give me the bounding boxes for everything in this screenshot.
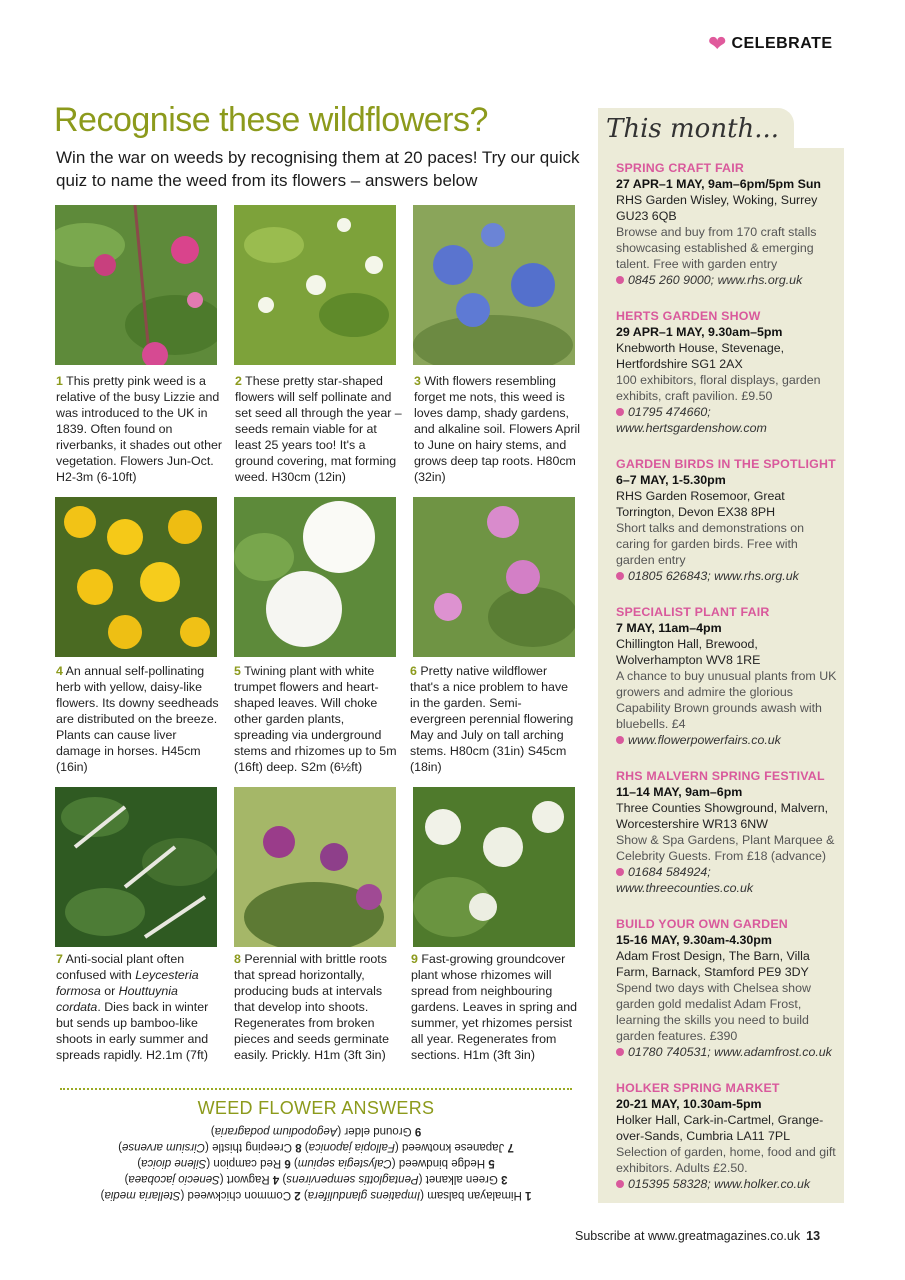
sidebar-heading: This month... [606, 114, 780, 144]
bullet-icon [616, 1048, 624, 1056]
caption-5: 5 Twining plant with white trumpet flowers and heart-shaped leaves. Will choke other garden plants, spreading via underground stems and rhizomes up to 5m (16ft) deep. S2m (6½ft) [234, 664, 397, 774]
caption-9: 9 Fast-growing groundcover plant whose rhizomes will spread from neighbouring gardens. Leaves in spring and summer, yet rhizomes persist all year. Regenerates from sections. H1m (3ft 3in) [411, 952, 578, 1062]
event-date: 29 APR–1 MAY, 9.30am–5pm [616, 325, 783, 339]
answer-line: 1 Himalayan balsam (Impatiens glandulifera) 2 Common chickweed (Stellaria media) [100, 1189, 532, 1201]
event-description: Show & Spa Gardens, Plant Marquee & Celebrity Guests. From £18 (advance) [616, 833, 835, 863]
event-date: 6–7 MAY, 1-5.30pm [616, 473, 726, 487]
caption-6: 6 Pretty native wildflower that's a nice problem to have in the garden. Semi-evergreen perennial flowering May and July on tall arching stems. H80cm (31in) S45cm (18in) [410, 664, 574, 774]
event-name: SPRING CRAFT FAIR [616, 161, 744, 175]
page-number: 13 [806, 1229, 821, 1243]
event-name: SPECIALIST PLANT FAIR [616, 605, 770, 619]
bullet-icon [616, 276, 624, 284]
caption-1: 1 This pretty pink weed is a relative of the busy Lizzie and was introduced to the UK in 1839. Often found on riverbanks, it shades out other vegetation. Flowers Jun-Oct. H2-3m (6-10ft) [56, 374, 222, 484]
answer-line: 5 Hedge bindweed (Calystegia sepium) 6 Red campion (Silene dioica) [137, 1157, 495, 1169]
event-description: Spend two days with Chelsea show garden gold medalist Adam Frost, learning the skills you need to build garden features. £390 [616, 981, 811, 1043]
photo-hedge-bindweed [234, 497, 396, 657]
event-contact[interactable]: 015395 58328; www.holker.co.uk [616, 1176, 838, 1192]
article-intro: Win the war on weeds by recognising them at 20 paces! Try our quick quiz to name the weed from its flowers – answers below [56, 148, 580, 190]
event-name: BUILD YOUR OWN GARDEN [616, 917, 788, 931]
event-contact[interactable]: 01780 740531; www.adamfrost.co.uk [616, 1044, 838, 1060]
event-location: Adam Frost Design, The Barn, Villa Farm, Barnack, Stamford PE9 3DY [616, 949, 810, 979]
event-description: Short talks and demonstrations on caring for garden birds. Free with garden entry [616, 521, 805, 567]
answer-line: 3 Green alkanet (Pentaglottis sempervirens) 4 Ragwort (Senecio jacobaea) [124, 1173, 508, 1185]
event-location: RHS Garden Rosemoor, Great Torrington, Devon EX38 8PH [616, 489, 785, 519]
event-list [616, 160, 838, 1212]
answer-line: 7 Japanese knotweed (Fallopia japonica) 8 Creeping thistle (Cirsium arvense) [118, 1141, 514, 1153]
event-item [616, 916, 838, 1060]
caption-3: 3 With flowers resembling forget me nots, this weed is loves damp, shady gardens, and alkaline soil. Flowers April to June on hairy stems, and grows deep tap roots. H80cm (32in) [414, 374, 580, 484]
photo-ground-elder [413, 787, 575, 947]
event-description: Selection of garden, home, food and gift exhibitors. Adults £2.50. [616, 1145, 836, 1175]
bullet-icon [616, 408, 624, 416]
article-title: Recognise these wildflowers? [54, 101, 488, 139]
event-contact[interactable]: 01795 474660; www.hertsgardenshow.com [616, 405, 767, 435]
subscribe-link[interactable]: Subscribe at www.greatmagazines.co.uk [575, 1229, 801, 1243]
event-item [616, 160, 838, 288]
event-name: HERTS GARDEN SHOW [616, 309, 761, 323]
heart-icon: ❤ [708, 31, 727, 56]
photo-ragwort [55, 497, 217, 657]
event-contact[interactable]: 0845 260 9000; www.rhs.org.uk [616, 272, 838, 288]
bullet-icon [616, 736, 624, 744]
caption-2: 2 These pretty star-shaped flowers will self pollinate and set seed all through the year – seeds remain viable for at least 25 years too! It's a ground covering, mat forming weed. H30cm (12in) [235, 374, 402, 484]
caption-4: 4 An annual self-pollinating herb with yellow, daisy-like flowers. Its downy seedheads are distributed on the breeze. Plants can cause liver damage in horses. H45cm (16in) [56, 664, 219, 774]
event-item [616, 768, 838, 896]
event-location: Knebworth House, Stevenage, Hertfordshire SG1 2AX [616, 341, 785, 371]
event-date: 15-16 MAY, 9.30am-4.30pm [616, 933, 772, 947]
answers-divider [60, 1088, 572, 1090]
event-date: 11–14 MAY, 9am–6pm [616, 785, 743, 799]
photo-red-campion [413, 497, 575, 657]
event-item [616, 1080, 838, 1192]
answers-upside-down [60, 1123, 572, 1203]
photo-common-chickweed [234, 205, 396, 365]
event-description: A chance to buy unusual plants from UK growers and admire the glorious Capability Brown grounds awash with bluebells. £4 [616, 669, 837, 731]
bullet-icon [616, 572, 624, 580]
photo-japanese-knotweed [55, 787, 217, 947]
photo-himalayan-balsam [55, 205, 217, 365]
event-name: HOLKER SPRING MARKET [616, 1081, 780, 1095]
event-item [616, 308, 838, 436]
event-contact[interactable]: 01805 626843; www.rhs.org.uk [616, 568, 838, 584]
event-date: 7 MAY, 11am–4pm [616, 621, 722, 635]
section-label: CELEBRATE [731, 35, 833, 52]
event-location: Chillington Hall, Brewood, Wolverhampton WV8 1RE [616, 637, 761, 667]
event-date: 27 APR–1 MAY, 9am–6pm/5pm Sun [616, 177, 821, 191]
event-contact[interactable]: 01684 584924; www.threecounties.co.uk [616, 865, 754, 895]
event-date: 20-21 MAY, 10.30am-5pm [616, 1097, 762, 1111]
caption-8: 8 Perennial with brittle roots that spread horizontally, producing buds at intervals that develop into shoots. Regenerates from broken pieces and seeds germinate easily. Prickly. H1m (3ft 3in) [234, 952, 389, 1062]
event-name: GARDEN BIRDS IN THE SPOTLIGHT [616, 457, 836, 471]
photo-creeping-thistle [234, 787, 396, 947]
section-tag [708, 31, 833, 56]
event-contact[interactable]: www.flowerpowerfairs.co.uk [616, 732, 838, 748]
event-item [616, 604, 838, 748]
answers-title: WEED FLOWER ANSWERS [197, 1098, 435, 1118]
page-footer [575, 1229, 820, 1243]
this-month-sidebar [598, 108, 844, 1203]
event-location: RHS Garden Wisley, Woking, Surrey GU23 6QB [616, 193, 818, 223]
photo-green-alkanet [413, 205, 575, 365]
answer-line: 9 Ground elder (Aegopodium podagraria) [210, 1125, 422, 1137]
caption-7: 7 Anti-social plant often confused with Leycesteria formosa or Houttuynia cordata. Dies back in winter but sends up bamboo-like shoots in early summer and spreads rapidly. H2.1m (7ft) [56, 952, 209, 1062]
bullet-icon [616, 868, 624, 876]
event-description: 100 exhibitors, floral displays, garden exhibits, craft pavilion. £9.50 [616, 373, 821, 403]
bullet-icon [616, 1180, 624, 1188]
event-name: RHS MALVERN SPRING FESTIVAL [616, 769, 825, 783]
event-location: Holker Hall, Cark-in-Cartmel, Grange-over-Sands, Cumbria LA11 7PL [616, 1113, 824, 1143]
event-location: Three Counties Showground, Malvern, Worcestershire WR13 6NW [616, 801, 829, 831]
event-description: Browse and buy from 170 craft stalls showcasing established & emerging talent. Free with garden entry [616, 225, 817, 271]
event-item [616, 456, 838, 584]
